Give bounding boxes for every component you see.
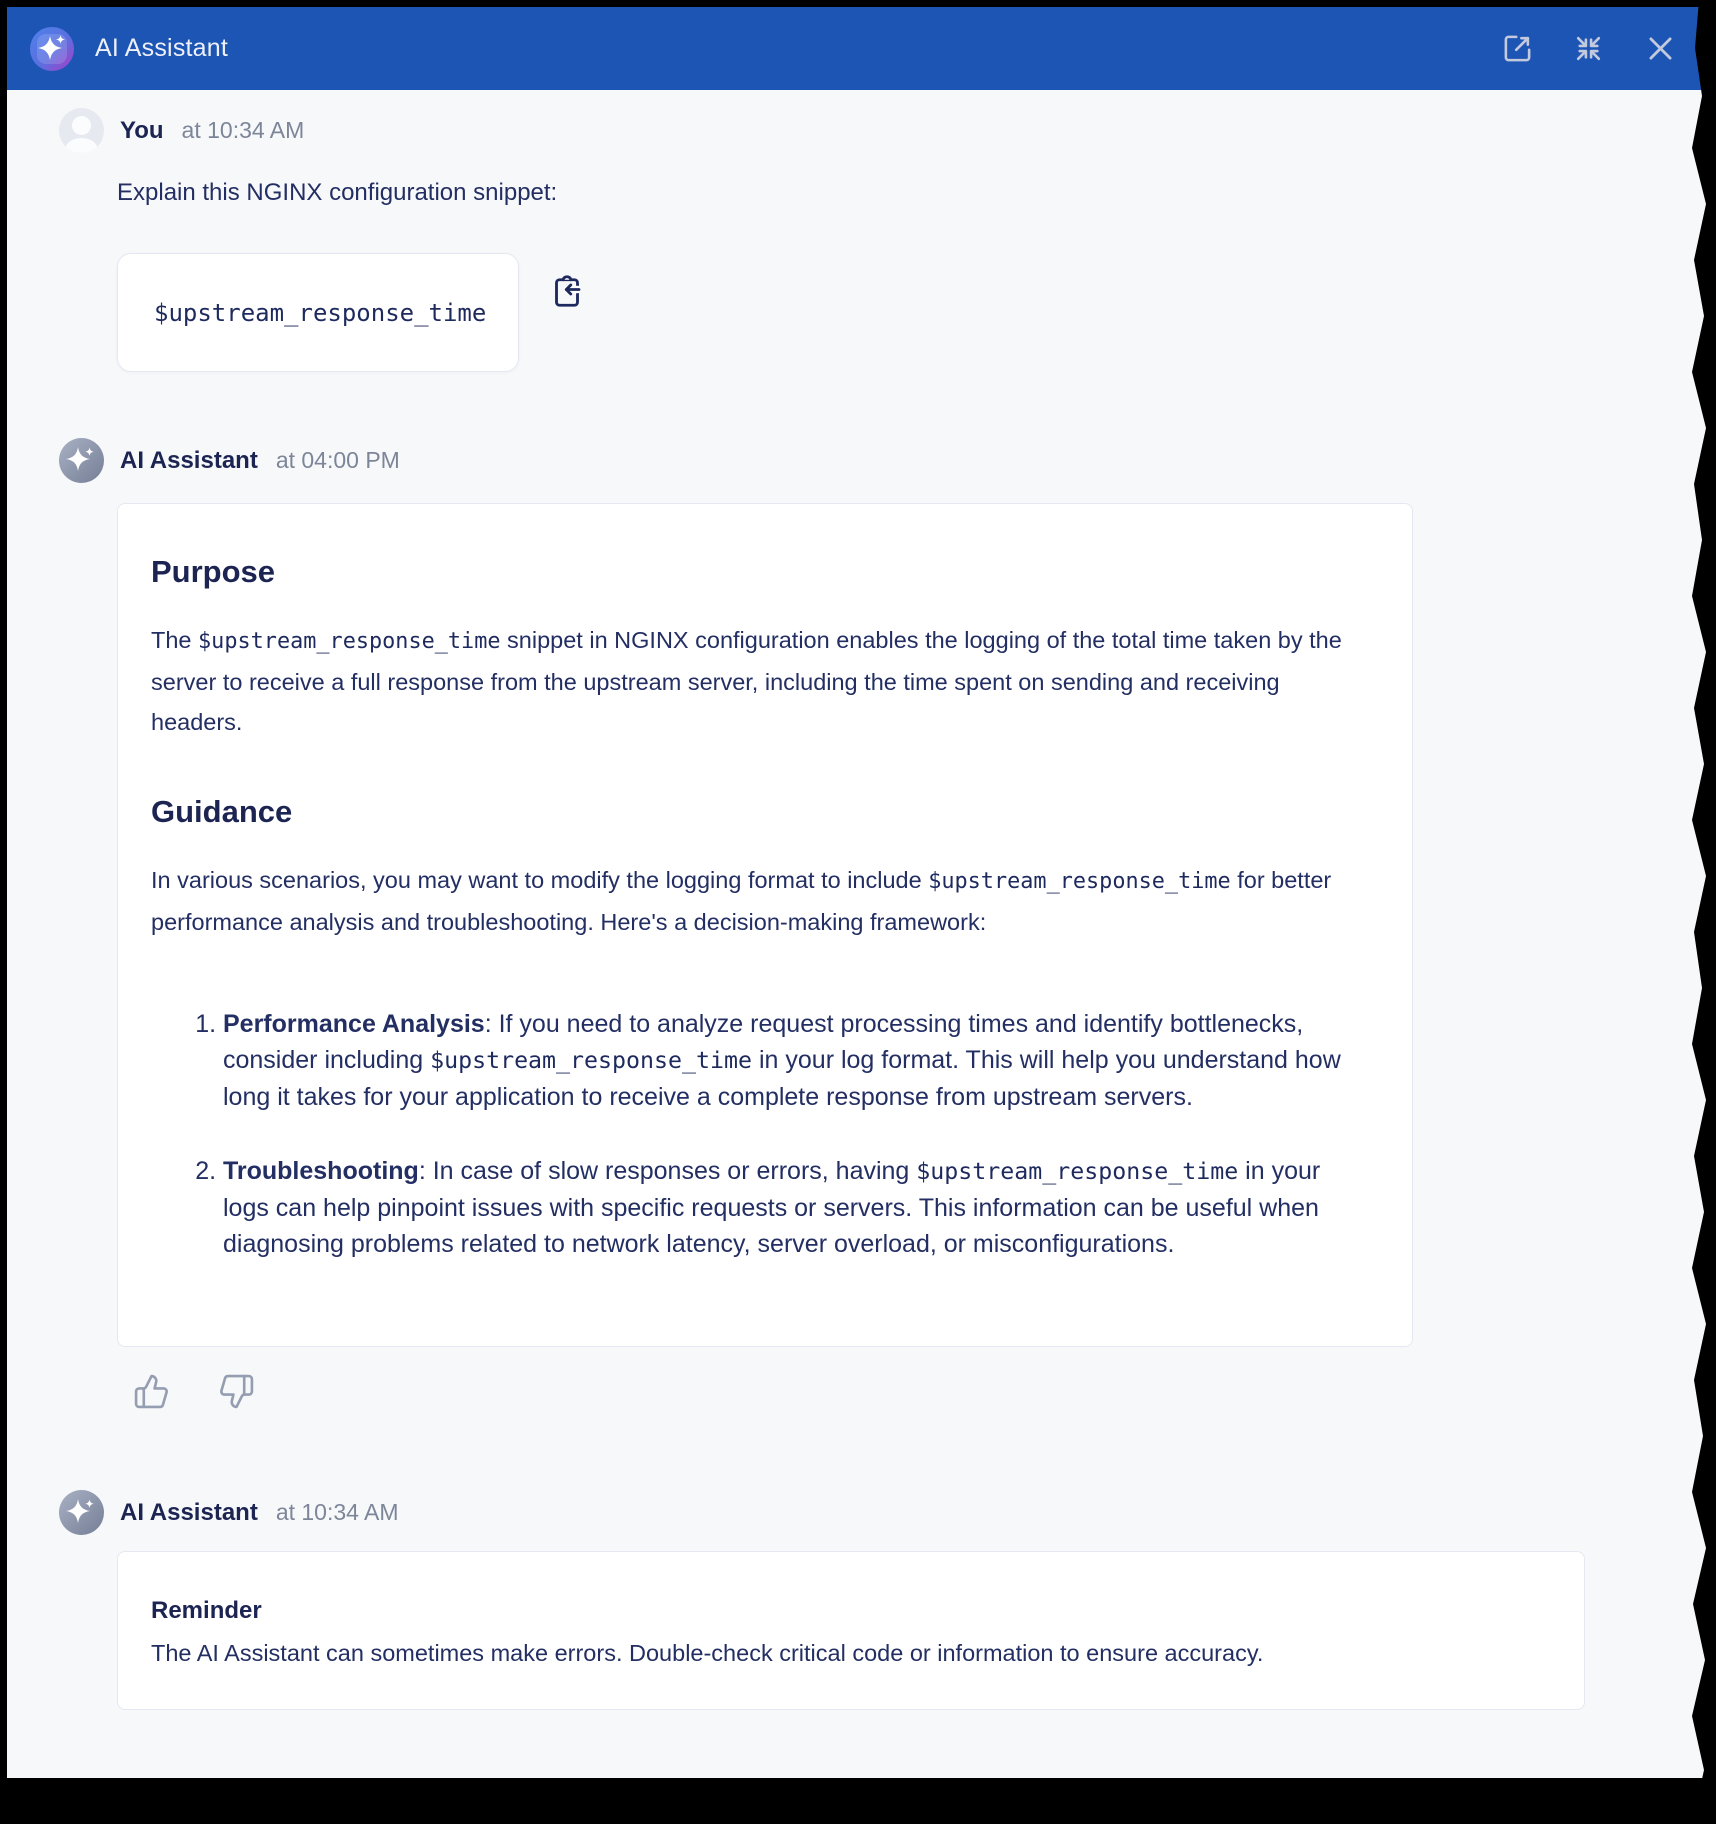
open-in-new-window-icon[interactable] (1502, 33, 1533, 64)
code-snippet-row (117, 253, 1707, 372)
message-timestamp: at 04:00 PM (275, 447, 400, 473)
card-section-heading: Guidance (151, 794, 293, 829)
inline-code: $upstream_response_time (928, 869, 1231, 894)
inline-code: $upstream_response_time (198, 629, 501, 654)
code-snippet-text: $upstream_response_time (154, 298, 487, 327)
ai-assistant-avatar (59, 438, 104, 483)
reminder-text: The AI Assistant can sometimes make errors. Double-check critical code or information to ensure accuracy. (151, 1640, 1264, 1666)
user-message-header (59, 108, 1707, 153)
feedback-row (133, 1373, 1707, 1410)
user-message (59, 108, 1707, 372)
inline-code: $upstream_response_time (430, 1047, 753, 1074)
card-paragraph: The $upstream_response_time snippet in NGINX configuration enables the logging of the total time taken by the server to receive a full response from the upstream server, including the time spent on sending and receiving headers. (151, 627, 1342, 735)
panel-titlebar (7, 7, 1707, 90)
torn-edge-left (0, 0, 7, 1824)
inline-code: $upstream_response_time (916, 1158, 1239, 1185)
thumbs-up-icon[interactable] (133, 1373, 170, 1410)
user-message-content (117, 179, 1707, 372)
thumbs-down-icon[interactable] (218, 1373, 255, 1410)
ai-assistant-avatar (59, 1490, 104, 1535)
message-author: AI Assistant (120, 1498, 258, 1526)
copy-code-icon[interactable] (549, 273, 585, 309)
bold-run-in: Troubleshooting (223, 1157, 419, 1185)
torn-edge-bottom (0, 1774, 1716, 1824)
chat-scroll-area[interactable] (7, 90, 1707, 1710)
collapse-panel-icon[interactable] (1573, 33, 1604, 64)
numbered-list (151, 1006, 1352, 1262)
card-section-heading: Purpose (151, 554, 276, 589)
user-message-text: Explain this NGINX configuration snippet: (117, 179, 558, 206)
close-icon[interactable] (1644, 32, 1677, 65)
list-item: 2. Troubleshooting: In case of slow responses or errors, having $upstream_response_time in your logs can help pinpoint issues with specific requests or servers. This information can be useful when diagnosing problems related to network latency, server overload, or misconfigurations. (223, 1153, 1352, 1262)
message-author: You (120, 116, 164, 144)
assistant-message-header (59, 438, 1707, 483)
reminder-message (59, 1490, 1707, 1710)
user-avatar (59, 108, 104, 153)
ai-assistant-logo-icon (29, 26, 75, 72)
message-timestamp: at 10:34 AM (181, 117, 305, 143)
list-item: 1. Performance Analysis: If you need to analyze request processing times and identify bottlenecks, consider including $upstream_response_time in your log format. This will help you understand how long it takes for your application to receive a complete response from upstream servers. (223, 1006, 1352, 1115)
ai-assistant-panel (7, 7, 1707, 1778)
code-snippet-box (117, 253, 519, 372)
message-timestamp: at 10:34 AM (275, 1499, 399, 1525)
assistant-response-card (117, 503, 1413, 1347)
reminder-card (117, 1551, 1585, 1710)
reminder-message-header (59, 1490, 1707, 1535)
panel-title: AI Assistant (95, 34, 229, 62)
titlebar-actions (1502, 32, 1677, 65)
card-paragraph: In various scenarios, you may want to modify the logging format to include $upstream_response_time for better performance analysis and troubleshooting. Here's a decision-making framework: (151, 867, 1332, 935)
assistant-message (59, 438, 1707, 1410)
message-author: AI Assistant (120, 446, 258, 474)
torn-edge-top (0, 0, 1716, 7)
reminder-heading: Reminder (151, 1597, 262, 1624)
bold-run-in: Performance Analysis (223, 1010, 485, 1038)
